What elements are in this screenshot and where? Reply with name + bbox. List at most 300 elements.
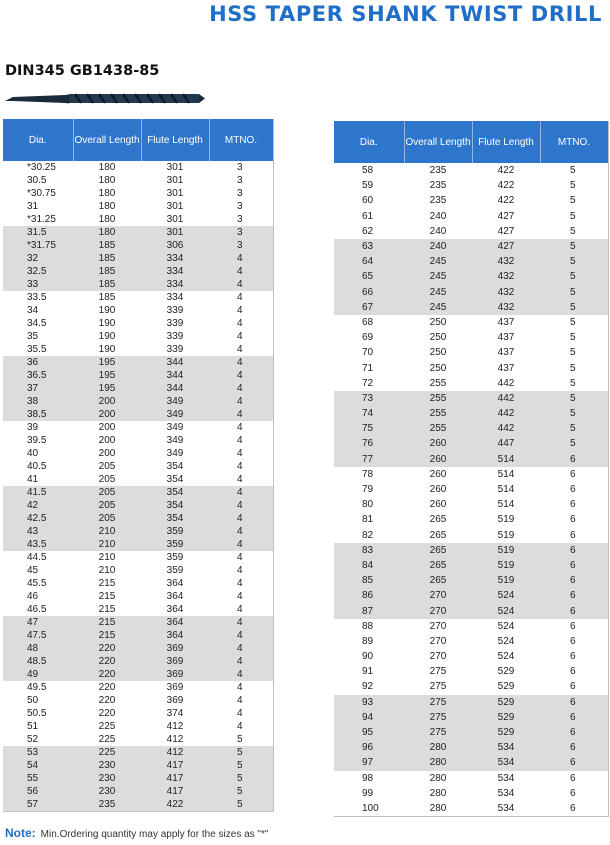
cell-overall-length: 270: [429, 620, 447, 632]
table-row: [334, 330, 608, 345]
table-row: [3, 603, 273, 616]
table-row: [334, 224, 608, 239]
cell-flute-length: 529: [497, 666, 515, 678]
cell-mtno: 6: [570, 681, 576, 693]
cell-flute-length: 412: [166, 721, 184, 732]
cell-overall-length: 270: [429, 635, 447, 647]
cell-mtno: 3: [209, 239, 273, 252]
cell-mtno: 4: [237, 461, 243, 472]
table-row: [3, 187, 273, 200]
cell-flute-length: 301: [166, 214, 184, 225]
cell-flute-length: 519: [497, 529, 515, 541]
cell-mtno: 6: [540, 573, 608, 588]
cell-dia: *30.75: [27, 188, 56, 199]
table-row: [334, 178, 608, 193]
cell-overall-length: 215: [73, 616, 141, 629]
cell-flute-length: 301: [166, 188, 184, 199]
cell-dia: 32: [3, 252, 73, 265]
cell-mtno: 4: [237, 331, 243, 342]
cell-flute-length: 422: [141, 798, 209, 812]
cell-dia: 53: [3, 746, 73, 759]
cell-overall-length: 180: [98, 201, 116, 212]
table-row: [3, 265, 273, 278]
cell-dia: 84: [334, 558, 404, 573]
cell-dia: 57: [3, 798, 73, 812]
cell-dia: 40.5: [27, 461, 47, 472]
cell-flute-length: 344: [141, 382, 209, 395]
cell-flute-length: 534: [472, 755, 540, 770]
cell-dia: 98: [362, 772, 374, 784]
cell-overall-length: 250: [429, 316, 447, 328]
cell-overall-length: 200: [98, 448, 116, 459]
cell-dia: 41: [27, 474, 39, 485]
cell-flute-length: 412: [166, 734, 184, 745]
cell-overall-length: 205: [73, 499, 141, 512]
cell-overall-length: 280: [404, 755, 472, 770]
page-title: HSS TAPER SHANK TWIST DRILL: [209, 2, 602, 26]
cell-mtno: 4: [237, 578, 243, 589]
cell-overall-length: 245: [404, 269, 472, 284]
table-row: [3, 538, 273, 551]
cell-dia: 30.5: [27, 175, 47, 186]
table-row: [334, 679, 608, 694]
cell-mtno: 4: [209, 395, 273, 408]
table-row: [334, 163, 608, 178]
cell-dia: 74: [334, 406, 404, 421]
cell-dia: 81: [362, 514, 374, 526]
cell-overall-length: 260: [429, 484, 447, 496]
cell-overall-length: 280: [429, 772, 447, 784]
cell-flute-length: 364: [141, 616, 209, 629]
table-row: [334, 512, 608, 527]
table-row: [3, 395, 273, 408]
cell-dia: 45: [27, 565, 39, 576]
table-row: [3, 304, 273, 317]
cell-mtno: 6: [540, 755, 608, 770]
cell-flute-length: 427: [497, 210, 515, 222]
table-row: [334, 482, 608, 497]
cell-flute-length: 447: [472, 436, 540, 451]
table-header: [334, 121, 608, 163]
cell-dia: 48: [3, 642, 73, 655]
cell-mtno: 5: [540, 254, 608, 269]
cell-overall-length: 250: [429, 362, 447, 374]
cell-overall-length: 250: [429, 347, 447, 359]
table-row: [3, 486, 273, 499]
cell-dia: 55: [3, 772, 73, 785]
table-row: [3, 447, 273, 460]
cell-overall-length: 280: [429, 802, 447, 814]
cell-dia: 66: [334, 285, 404, 300]
cell-overall-length: 205: [98, 461, 116, 472]
cell-flute-length: 437: [497, 316, 515, 328]
cell-overall-length: 245: [404, 285, 472, 300]
cell-overall-length: 180: [98, 188, 116, 199]
cell-dia: 36.5: [3, 369, 73, 382]
cell-overall-length: 230: [73, 785, 141, 798]
cell-flute-length: 339: [166, 344, 184, 355]
table-row: [3, 473, 273, 486]
cell-mtno: 4: [237, 474, 243, 485]
cell-mtno: 4: [209, 356, 273, 369]
cell-mtno: 6: [540, 740, 608, 755]
cell-mtno: 6: [570, 802, 576, 814]
cell-dia: 65: [334, 269, 404, 284]
cell-mtno: 6: [570, 651, 576, 663]
note-text: Min.Ordering quantity may apply for the sizes as "*": [40, 829, 269, 840]
cell-overall-length: 220: [73, 668, 141, 681]
cell-flute-length: 417: [141, 785, 209, 798]
table-row: [334, 421, 608, 436]
cell-mtno: 4: [237, 591, 243, 602]
cell-mtno: 6: [540, 695, 608, 710]
cell-overall-length: 265: [404, 558, 472, 573]
cell-dia: 38: [3, 395, 73, 408]
cell-mtno: 6: [570, 772, 576, 784]
cell-dia: 90: [362, 651, 374, 663]
cell-flute-length: 334: [141, 278, 209, 291]
table-row: [3, 213, 273, 226]
cell-flute-length: 354: [141, 512, 209, 525]
cell-overall-length: 225: [98, 721, 116, 732]
cell-mtno: 6: [540, 543, 608, 558]
table-row: [3, 330, 273, 343]
table-row: [334, 436, 608, 451]
cell-flute-length: 334: [166, 292, 184, 303]
table-row: [334, 558, 608, 573]
cell-overall-length: 185: [73, 239, 141, 252]
cell-dia: 97: [334, 755, 404, 770]
cell-flute-length: 339: [166, 305, 184, 316]
cell-dia: 40: [27, 448, 39, 459]
cell-mtno: 6: [540, 588, 608, 603]
cell-flute-length: 364: [166, 578, 184, 589]
cell-overall-length: 190: [98, 305, 116, 316]
cell-dia: 100: [362, 802, 379, 814]
footnote: [5, 826, 268, 840]
cell-overall-length: 180: [98, 162, 116, 173]
cell-flute-length: 417: [141, 772, 209, 785]
cell-dia: *30.25: [27, 162, 56, 173]
col-dia: Dia.: [334, 121, 404, 163]
cell-flute-length: 344: [141, 356, 209, 369]
cell-overall-length: 180: [98, 214, 116, 225]
cell-flute-length: 349: [141, 395, 209, 408]
table-row: [334, 588, 608, 603]
cell-dia: 44.5: [27, 552, 47, 563]
cell-overall-length: 240: [429, 210, 447, 222]
table-row: [334, 801, 608, 817]
cell-flute-length: 519: [497, 514, 515, 526]
table-row: [3, 668, 273, 681]
cell-overall-length: 245: [404, 300, 472, 315]
table-row: [3, 252, 273, 265]
cell-flute-length: 349: [166, 435, 184, 446]
table-row: [3, 382, 273, 395]
cell-overall-length: 185: [73, 265, 141, 278]
cell-flute-length: 524: [497, 635, 515, 647]
cell-mtno: 4: [237, 682, 243, 693]
cell-flute-length: 359: [166, 552, 184, 563]
cell-flute-length: 514: [497, 499, 515, 511]
cell-overall-length: 180: [73, 226, 141, 239]
cell-flute-length: 437: [497, 347, 515, 359]
cell-dia: 63: [334, 239, 404, 254]
cell-dia: 62: [362, 225, 374, 237]
col-dia: Dia.: [3, 119, 73, 161]
cell-flute-length: 417: [141, 759, 209, 772]
cell-overall-length: 205: [98, 474, 116, 485]
table-row: [334, 740, 608, 755]
cell-dia: 70: [362, 347, 374, 359]
table-row: [334, 285, 608, 300]
cell-dia: *31.75: [3, 239, 73, 252]
col-flute-length: Flute Length: [472, 121, 540, 163]
cell-mtno: 6: [570, 514, 576, 526]
cell-overall-length: 265: [404, 543, 472, 558]
table-row: [3, 174, 273, 187]
cell-dia: 50: [27, 695, 39, 706]
cell-mtno: 5: [570, 165, 576, 177]
cell-mtno: 6: [570, 529, 576, 541]
cell-overall-length: 270: [404, 603, 472, 618]
cell-overall-length: 210: [73, 525, 141, 538]
table-row: [334, 391, 608, 406]
cell-overall-length: 230: [73, 759, 141, 772]
cell-dia: 59: [362, 180, 374, 192]
cell-flute-length: 524: [472, 603, 540, 618]
cell-dia: 71: [362, 362, 374, 374]
cell-mtno: 5: [209, 746, 273, 759]
cell-mtno: 5: [540, 300, 608, 315]
cell-mtno: 6: [570, 468, 576, 480]
col-overall-length: Overall Length: [73, 119, 141, 161]
cell-flute-length: 364: [141, 629, 209, 642]
cell-flute-length: 519: [472, 543, 540, 558]
table-row: [334, 695, 608, 710]
cell-overall-length: 255: [404, 421, 472, 436]
cell-flute-length: 432: [472, 300, 540, 315]
cell-flute-length: 301: [166, 162, 184, 173]
cell-flute-length: 422: [497, 180, 515, 192]
table-row: [334, 239, 608, 254]
cell-overall-length: 255: [404, 406, 472, 421]
cell-overall-length: 210: [98, 565, 116, 576]
cell-overall-length: 200: [73, 408, 141, 421]
cell-mtno: 4: [237, 344, 243, 355]
cell-dia: 39: [27, 422, 39, 433]
cell-dia: 42: [3, 499, 73, 512]
cell-overall-length: 235: [429, 180, 447, 192]
table-row: [3, 499, 273, 512]
cell-overall-length: 240: [404, 239, 472, 254]
cell-flute-length: 529: [497, 681, 515, 693]
cell-mtno: 6: [540, 710, 608, 725]
cell-mtno: 6: [540, 603, 608, 618]
cell-mtno: 4: [209, 616, 273, 629]
table-row: [334, 300, 608, 315]
table-row: [3, 564, 273, 577]
cell-dia: 35: [27, 331, 39, 342]
cell-dia: 61: [362, 210, 374, 222]
table-row: [3, 642, 273, 655]
cell-dia: 64: [334, 254, 404, 269]
cell-flute-length: 369: [141, 655, 209, 668]
table-row: [3, 681, 273, 694]
cell-dia: 33: [3, 278, 73, 291]
cell-dia: 43.5: [3, 538, 73, 551]
cell-dia: 31.5: [3, 226, 73, 239]
cell-overall-length: 235: [73, 798, 141, 812]
cell-mtno: 6: [570, 620, 576, 632]
cell-mtno: 5: [570, 180, 576, 192]
table-row: [334, 376, 608, 391]
cell-mtno: 4: [209, 668, 273, 681]
cell-overall-length: 275: [404, 725, 472, 740]
cell-flute-length: 369: [141, 668, 209, 681]
cell-flute-length: 334: [141, 252, 209, 265]
cell-flute-length: 359: [141, 538, 209, 551]
cell-flute-length: 354: [166, 474, 184, 485]
cell-flute-length: 534: [497, 772, 515, 784]
cell-mtno: 4: [237, 565, 243, 576]
cell-dia: 32.5: [3, 265, 73, 278]
cell-flute-length: 534: [497, 802, 515, 814]
cell-dia: 92: [362, 681, 374, 693]
cell-overall-length: 265: [404, 573, 472, 588]
cell-dia: 52: [27, 734, 39, 745]
cell-dia: 54: [3, 759, 73, 772]
table-row: [3, 629, 273, 642]
cell-mtno: 6: [540, 558, 608, 573]
cell-dia: 96: [334, 740, 404, 755]
cell-flute-length: 519: [472, 558, 540, 573]
cell-dia: 34.5: [27, 318, 47, 329]
cell-dia: 47.5: [3, 629, 73, 642]
table-header: [3, 119, 273, 161]
cell-dia: 31: [27, 201, 39, 212]
cell-overall-length: 240: [429, 225, 447, 237]
cell-flute-length: 349: [166, 448, 184, 459]
cell-flute-length: 306: [141, 239, 209, 252]
table-row: [334, 603, 608, 618]
cell-overall-length: 235: [429, 165, 447, 177]
cell-overall-length: 260: [404, 436, 472, 451]
cell-mtno: 5: [540, 285, 608, 300]
cell-dia: 77: [334, 452, 404, 467]
table-row: [334, 269, 608, 284]
table-row: [3, 785, 273, 798]
cell-flute-length: 422: [497, 165, 515, 177]
table-row: [3, 759, 273, 772]
table-row: [3, 226, 273, 239]
cell-mtno: 6: [570, 666, 576, 678]
cell-mtno: 5: [570, 210, 576, 222]
cell-mtno: 5: [570, 332, 576, 344]
cell-mtno: 5: [570, 195, 576, 207]
cell-mtno: 4: [209, 408, 273, 421]
cell-mtno: 5: [209, 785, 273, 798]
table-row: [334, 573, 608, 588]
cell-flute-length: 354: [141, 486, 209, 499]
table-row: [3, 525, 273, 538]
table-row: [334, 649, 608, 664]
cell-overall-length: 260: [429, 499, 447, 511]
cell-overall-length: 250: [429, 332, 447, 344]
col-mtno: MTNO.: [209, 119, 273, 161]
table-row: [3, 161, 273, 174]
table-row: [3, 590, 273, 603]
cell-overall-length: 275: [429, 666, 447, 678]
cell-flute-length: 349: [141, 408, 209, 421]
cell-flute-length: 359: [141, 525, 209, 538]
table-row: [334, 528, 608, 543]
cell-dia: 45.5: [27, 578, 47, 589]
table-row: [334, 315, 608, 330]
cell-flute-length: 354: [166, 461, 184, 472]
cell-flute-length: 349: [166, 422, 184, 433]
cell-overall-length: 245: [404, 254, 472, 269]
cell-mtno: 3: [237, 201, 243, 212]
cell-overall-length: 205: [73, 486, 141, 499]
cell-mtno: 4: [237, 318, 243, 329]
cell-flute-length: 442: [472, 421, 540, 436]
cell-overall-length: 185: [73, 252, 141, 265]
cell-mtno: 4: [209, 512, 273, 525]
cell-overall-length: 195: [73, 382, 141, 395]
cell-overall-length: 260: [404, 452, 472, 467]
cell-overall-length: 225: [73, 746, 141, 759]
cell-dia: 85: [334, 573, 404, 588]
cell-mtno: 5: [570, 316, 576, 328]
cell-mtno: 4: [209, 278, 273, 291]
cell-overall-length: 205: [73, 512, 141, 525]
cell-dia: 41.5: [3, 486, 73, 499]
cell-flute-length: 427: [497, 225, 515, 237]
cell-mtno: 4: [209, 629, 273, 642]
cell-overall-length: 220: [73, 642, 141, 655]
cell-dia: 43: [3, 525, 73, 538]
cell-dia: 56: [3, 785, 73, 798]
cell-dia: 49: [3, 668, 73, 681]
cell-mtno: 5: [570, 225, 576, 237]
cell-overall-length: 185: [98, 292, 116, 303]
cell-dia: 86: [334, 588, 404, 603]
cell-dia: 46: [27, 591, 39, 602]
cell-flute-length: 359: [166, 565, 184, 576]
cell-flute-length: 442: [472, 406, 540, 421]
cell-overall-length: 200: [73, 395, 141, 408]
cell-overall-length: 215: [98, 578, 116, 589]
cell-flute-length: 514: [472, 452, 540, 467]
cell-flute-length: 369: [141, 642, 209, 655]
cell-mtno: 6: [570, 499, 576, 511]
cell-flute-length: 301: [141, 226, 209, 239]
cell-flute-length: 334: [141, 265, 209, 278]
cell-overall-length: 190: [98, 344, 116, 355]
cell-mtno: 5: [209, 772, 273, 785]
table-row: [3, 278, 273, 291]
table-row: [334, 710, 608, 725]
cell-dia: 82: [362, 529, 374, 541]
cell-overall-length: 275: [404, 695, 472, 710]
table-row: [334, 771, 608, 786]
cell-overall-length: 215: [98, 604, 116, 615]
cell-dia: 75: [334, 421, 404, 436]
cell-flute-length: 369: [166, 682, 184, 693]
table-row: [3, 720, 273, 733]
table-row: [3, 421, 273, 434]
